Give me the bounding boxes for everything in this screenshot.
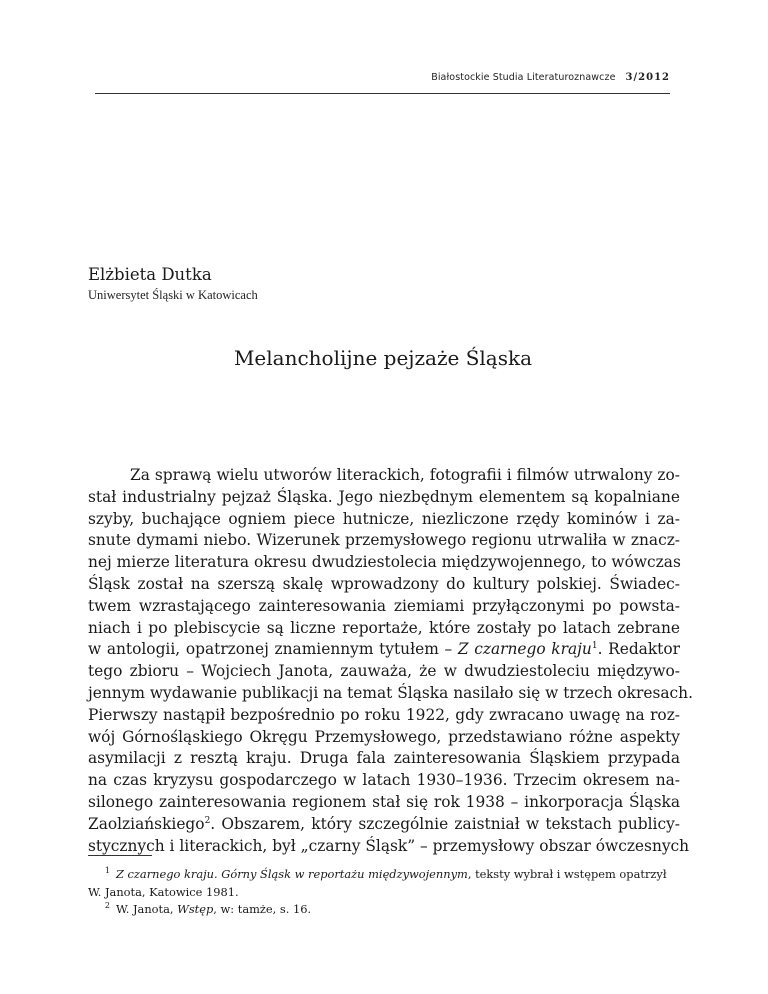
header-rule <box>95 93 670 94</box>
body-line: stycznych i literackich, był „czarny Śląsk” – przemysłowy obszar ówczesnych <box>88 836 690 855</box>
body-line: tego zbioru – Wojciech Janota, zauważa, że w dwudziestoleciu międzywo- <box>88 662 680 681</box>
body-line: jennym wydawanie publikacji na temat Śląska nasilało się w trzech okresach. <box>88 683 693 702</box>
footnotes <box>88 866 680 919</box>
footnote-text: , w: tamże, s. 16. <box>213 902 312 916</box>
body-line: Pierwszy nastąpił bezpośrednio po roku 1922, gdy zwracano uwagę na roz- <box>88 705 680 724</box>
body-line: snute dymami niebo. Wizerunek przemysłowego regionu utrwaliła w znacz- <box>88 531 680 550</box>
footnote-text: W. Janota, <box>116 902 178 916</box>
footnote-ref[interactable]: 1 <box>591 641 598 652</box>
footnote-text: , teksty wybrał i wstępem opatrzył <box>467 867 667 881</box>
body-line: na czas kryzysu gospodarczego w latach 1930–1936. Trzecim okresem na- <box>88 771 680 790</box>
author-affiliation: Uniwersytet Śląski w Katowicach <box>88 288 258 302</box>
footnote-1-continuation: W. Janota, Katowice 1981. <box>88 884 239 899</box>
body-text-segment: . Redaktor <box>597 640 680 659</box>
author-name: Elżbieta Dutka <box>88 265 212 284</box>
footnote-italic: Wstęp <box>177 902 214 916</box>
footnote-ref[interactable]: 2 <box>204 815 211 826</box>
journal-name: Białostockie Studia Literaturoznawcze <box>431 72 616 83</box>
body-text-segment: w antologii, opatrzonej znamiennym tytułem – <box>88 640 458 659</box>
body-line: nej mierze literatura okresu dwudziestolecia międzywojennego, to wówczas <box>88 553 681 572</box>
body-line: Śląsk został na szerszą skalę wprowadzony do kultury polskiej. Świadec- <box>88 574 680 593</box>
running-head <box>95 72 670 83</box>
body-paragraph <box>88 465 693 857</box>
body-line: silonego zainteresowania regionem stał się rok 1938 – inkorporacja Śląska <box>88 792 680 811</box>
footnote-1: 1 Z czarnego kraju. Górny Śląsk w reportażu międzywojennym, teksty wybrał i wstępem opatrzył <box>104 866 667 881</box>
body-text-segment: Zaolziańskiego <box>88 814 205 833</box>
body-line: stał industrialny pejzaż Śląska. Jego niezbędnym elementem są kopalniane <box>88 487 680 506</box>
footnote-2: 2 W. Janota, Wstęp, w: tamże, s. 16. <box>104 901 312 916</box>
body-line: Za sprawą wielu utworów literackich, fotografii i filmów utrwalony zo- <box>130 466 680 484</box>
footnote-book-title: Z czarnego kraju. Górny Śląsk w reportażu międzywojennym <box>116 867 468 881</box>
body-line: twem wzrastającego zainteresowania ziemiami przyłączonymi po powsta- <box>88 596 680 615</box>
footnote-rule <box>88 855 152 856</box>
body-line <box>88 639 680 661</box>
body-line: asymilacji z resztą kraju. Druga fala zainteresowania Śląskiem przypada <box>88 749 680 768</box>
body-line <box>88 814 680 836</box>
book-title: Z czarnego kraju <box>457 640 592 659</box>
body-line: szyby, buchające ogniem piece hutnicze, niezliczone rzędy kominów i za- <box>88 509 680 528</box>
body-text-segment: . Obszarem, który szczególnie zaistniał w tekstach publicy- <box>210 814 680 833</box>
body-line: wój Górnośląskiego Okręgu Przemysłowego, przedstawiano różne aspekty <box>88 727 680 746</box>
body-line: niach i po plebiscycie są liczne reportaże, które zostały po latach zebrane <box>88 618 680 637</box>
article-title: Melancholijne pejzaże Śląska <box>233 346 533 370</box>
issue-number: 3/2012 <box>625 72 670 83</box>
